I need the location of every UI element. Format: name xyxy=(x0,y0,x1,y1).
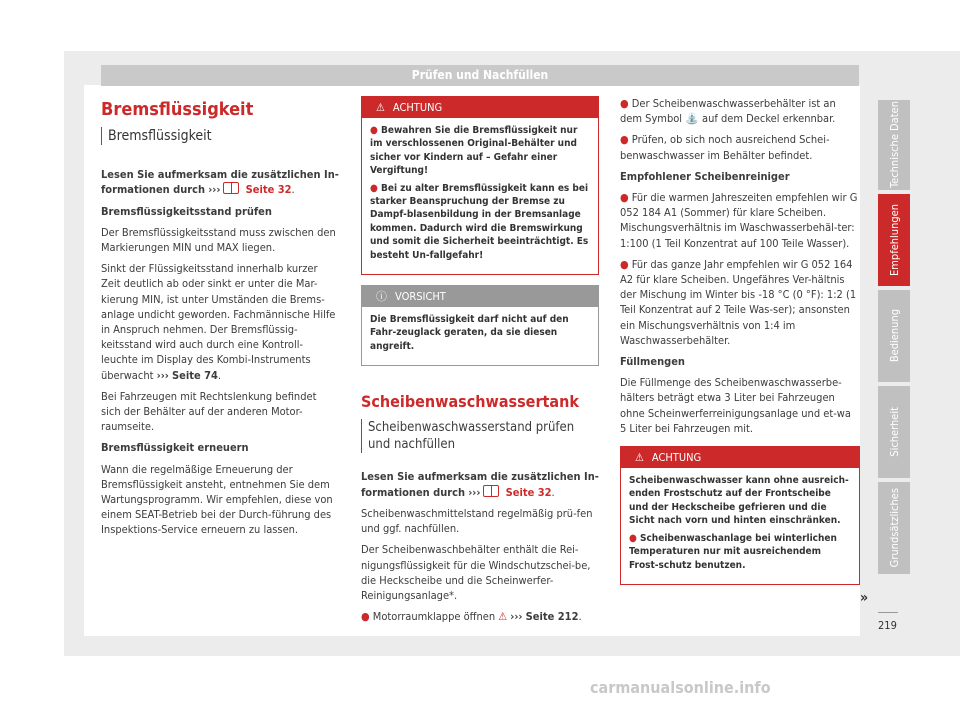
bullet-symbol xyxy=(620,96,860,126)
bullet-text: Motorraumklappe öffnen xyxy=(372,610,496,624)
page-title: Bremsflüssigkeit xyxy=(101,99,254,120)
washer-fluid-icon: ⛲ xyxy=(685,112,699,126)
bullet-icon: ● xyxy=(620,257,629,271)
bullet-icon: ● xyxy=(620,133,629,147)
paragraph-renew: Wann die regelmäßige Erneuerung der Bremsflüssigkeit ansteht, entnehmen Sie dem Wartungsprogramm. Wir empfehlen, diese von einem SEAT-Betrieb bei der Durch-führung des Inspektions-Service erneuern zu lassen. xyxy=(101,462,333,537)
column-right xyxy=(620,96,860,595)
reference-arrows: ››› xyxy=(208,183,221,197)
warning-box xyxy=(620,446,860,585)
warning-content xyxy=(362,118,598,274)
intro-text: Lesen Sie aufmerksam die zusätzlichen In-formationen durch xyxy=(361,470,599,499)
tab-label: Sicherheit xyxy=(887,407,901,457)
period: . xyxy=(578,610,582,624)
page-reference-link[interactable]: Seite 32 xyxy=(245,183,292,197)
warning-icon: ⚠ xyxy=(635,451,644,465)
column-middle xyxy=(361,96,599,630)
paragraph-fill-quantities: Die Füllmenge des Scheibenwaschwasserbe-hälters beträgt etwa 3 Liter bei Fahrzeugen ohne Scheinwerferreinigungsanlage und et-wa 5 Liter bei Fahrzeugen mit. xyxy=(620,376,851,435)
caution-content xyxy=(362,307,598,365)
tab-technische-daten[interactable] xyxy=(878,100,910,190)
reference-arrows: ››› xyxy=(156,368,169,382)
intro-text: Lesen Sie aufmerksam die zusätzlichen In-formationen durch xyxy=(101,168,339,197)
paragraph-check: Scheibenwaschmittelstand regelmäßig prü-fen und ggf. nachfüllen. xyxy=(361,506,593,536)
heading-check-level: Bremsflüssigkeitsstand prüfen xyxy=(101,204,272,218)
bullet-text: Prüfen, ob sich noch ausreichend Schei-benwaschwasser im Behälter befindet. xyxy=(620,133,830,162)
warning-triangle-icon: ⚠ xyxy=(498,610,508,624)
warning-content xyxy=(621,468,859,584)
bullet-icon: ● xyxy=(620,97,629,110)
bullet-check xyxy=(620,132,860,162)
period: . xyxy=(551,485,555,499)
paragraph-container: Der Scheibenwaschbehälter enthält die Rei-nigungsflüssigkeit für die Windschutzschei-be, die Heckscheibe und die Scheinwerfer-Reinigungsanlage*. xyxy=(361,543,591,602)
warning-box xyxy=(361,96,599,275)
bullet-icon: ● xyxy=(629,532,637,544)
bullet-yearround xyxy=(620,257,860,348)
warning-header xyxy=(621,447,859,468)
bullet-icon: ● xyxy=(620,191,629,205)
intro-paragraph xyxy=(361,469,599,499)
warning-item-text: Bewahren Sie die Bremsflüssigkeit nur im verschlossenen Original-Behälter und sicher vor Kindern auf – Gefahr einer Vergiftung! xyxy=(370,125,578,177)
warning-item xyxy=(370,182,590,262)
warning-item-text: Scheibenwaschanlage bei winterlichen Temperaturen nur mit ausreichendem Frost-schutz benutzen. xyxy=(629,532,837,571)
warning-item xyxy=(370,124,590,178)
bullet-icon: ● xyxy=(370,125,378,136)
watermark: carmanualsonline.info xyxy=(590,678,771,697)
tab-label: Technische Daten xyxy=(887,101,901,189)
column-left xyxy=(101,96,339,544)
paragraph-drop-text: Sinkt der Flüssigkeitsstand innerhalb kurzer Zeit deutlich ab oder sinkt er unter die Mar-kierung MIN, ist unter Umständen die Brems-anlage undicht geworden. Fachmännische Hilfe in Anspruch nehmen. Der Bremsflüssig-keitsstand wird auch durch eine Kontroll-leuchte im Display des Kombi-Instruments überwacht xyxy=(101,262,336,382)
caution-header xyxy=(362,286,598,307)
reference-arrows: ››› xyxy=(510,610,523,624)
bullet-text: Für die warmen Jahreszeiten empfehlen wir G 052 184 A1 (Sommer) für klare Scheiben. Mischungsverhältnis im Waschwasserbehäl-ter: 1:100 (1 Teil Konzentrat auf 100 Teile Wasser). xyxy=(620,191,858,250)
tab-label: Bedienung xyxy=(887,309,901,363)
paragraph-level: Der Bremsflüssigkeitsstand muss zwischen den Markierungen MIN und MAX liegen. xyxy=(101,225,336,255)
heading-fill-quantities: Füllmengen xyxy=(620,355,685,369)
bullet-icon: ● xyxy=(361,610,370,624)
bullet-icon: ● xyxy=(370,182,378,194)
heading-renew: Bremsflüssigkeit erneuern xyxy=(101,441,249,455)
section-title: Scheibenwaschwassertank xyxy=(361,392,579,412)
info-circle-icon: ⓘ xyxy=(376,290,387,304)
section-subtitle: Scheibenwaschwasserstand prüfen und nachfüllen xyxy=(361,419,599,453)
tab-sicherheit[interactable] xyxy=(878,386,910,478)
warning-header xyxy=(362,97,598,118)
intro-paragraph xyxy=(101,167,339,197)
warning-label: ACHTUNG xyxy=(392,101,443,114)
warning-item xyxy=(629,532,851,572)
page-reference-link[interactable]: Seite 74 xyxy=(172,368,218,382)
bullet-text: Für das ganze Jahr empfehlen wir G 052 164 A2 für klare Scheiben. Ungefähres Ver-hältnis der Mischung im Winter bis -18 °C (0 °F): 1:2 (1 Teil Konzentrat auf 2 Teile Was-ser); ansonsten ein Mischungsverhältnis von 1:4 im Waschwasserbehälter. xyxy=(620,257,857,347)
page-reference-link[interactable]: Seite 32 xyxy=(505,485,552,499)
tab-label: Empfehlungen xyxy=(887,204,901,276)
tab-bedienung[interactable] xyxy=(878,290,910,382)
period: . xyxy=(291,183,295,197)
bullet-open-hood xyxy=(361,609,599,624)
warning-text: Scheibenwaschwasser kann ohne ausreich-enden Frostschutz auf der Frontscheibe und der Heckscheibe gefrieren und die Sicht nach vorn und hinten einschränken. xyxy=(629,475,849,527)
warning-label: ACHTUNG xyxy=(651,451,702,465)
page-header: Prüfen und Nachfüllen xyxy=(101,65,859,86)
tab-label: Grundsätzliches xyxy=(887,488,901,568)
bullet-summer xyxy=(620,190,860,251)
bullet-text-end: auf dem Deckel erkennbar. xyxy=(702,112,836,126)
caution-box xyxy=(361,285,599,366)
heading-recommended-cleaner: Empfohlener Scheibenreiniger xyxy=(620,169,790,183)
tab-empfehlungen[interactable] xyxy=(878,194,910,286)
tab-grundsaetzliches[interactable] xyxy=(878,482,910,574)
warning-item-text: Bei zu alter Bremsflüssigkeit kann es bei starker Beanspruchung der Bremse zu Dampf-blasenbildung in der Bremsanlage kommen. Dadurch wird die Bremswirkung und somit die Sicherheit beeinträchtigt. Es besteht Un-fallgefahr! xyxy=(370,182,589,261)
chapter-tabs xyxy=(878,100,910,578)
caution-text: Die Bremsflüssigkeit darf nicht auf den Fahr-zeuglack geraten, da sie diesen angreift. xyxy=(370,314,569,352)
caution-label: VORSICHT xyxy=(395,290,446,304)
warning-icon: ⚠ xyxy=(376,101,385,114)
reference-arrows: ››› xyxy=(468,485,481,499)
book-icon xyxy=(223,182,239,194)
page-reference-link[interactable]: Seite 212 xyxy=(525,610,579,624)
period: . xyxy=(217,368,222,382)
book-icon xyxy=(483,485,499,497)
paragraph-right-hand: Bei Fahrzeugen mit Rechtslenkung befindet sich der Behälter auf der anderen Motor-raumseite. xyxy=(101,389,317,434)
page-number-divider xyxy=(878,612,898,613)
bullet-text: Der Scheibenwaschwasserbehälter ist an dem Symbol xyxy=(620,97,836,126)
page-number: 219 xyxy=(878,619,897,632)
paragraph-drop xyxy=(101,261,339,383)
continue-icon: » xyxy=(860,590,869,606)
section-subtitle: Bremsflüssigkeit xyxy=(101,127,339,145)
